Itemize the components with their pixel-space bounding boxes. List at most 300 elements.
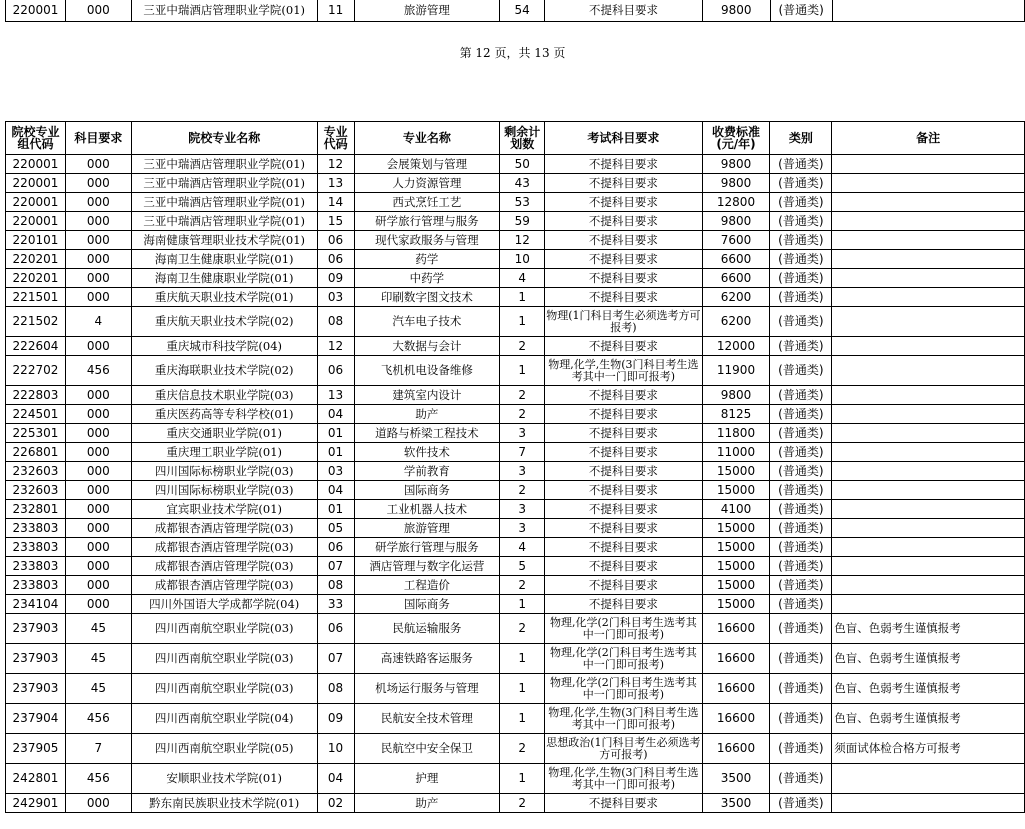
cell-remark <box>832 462 1025 481</box>
cell-major-code: 08 <box>317 307 354 337</box>
cell-major-code: 12 <box>317 155 354 174</box>
cell-group-code: 220001 <box>6 212 66 231</box>
cell-major-code: 04 <box>317 405 354 424</box>
cell-tuition: 6600 <box>702 269 770 288</box>
cell-remaining-plan: 1 <box>500 764 545 794</box>
cell-major-code: 01 <box>317 443 354 462</box>
header-major-name: 专业名称 <box>354 122 500 155</box>
cell-group-code: 242801 <box>6 764 66 794</box>
cell-exam-req: 不提科目要求 <box>545 155 702 174</box>
cell-remaining-plan: 2 <box>500 405 545 424</box>
cell-major-code: 13 <box>317 386 354 405</box>
cell-subject-req: 000 <box>65 538 131 557</box>
cell-remaining-plan: 12 <box>500 231 545 250</box>
cell-remaining-plan: 1 <box>500 704 545 734</box>
cell-major-name: 民航安全技术管理 <box>354 704 500 734</box>
cell-tuition: 15000 <box>702 462 770 481</box>
cell-subject-req: 000 <box>65 174 131 193</box>
cell-tuition: 12000 <box>702 337 770 356</box>
cell-remaining-plan: 2 <box>500 337 545 356</box>
cell-remark <box>832 538 1025 557</box>
cell-exam-req: 物理(1门科目考生必须选考方可报考) <box>545 307 702 337</box>
cell-category: (普通类) <box>770 595 832 614</box>
cell-exam-req: 不提科目要求 <box>545 174 702 193</box>
cell-school-name: 海南卫生健康职业学院(01) <box>131 250 317 269</box>
cell-category: (普通类) <box>770 424 832 443</box>
table-row <box>6 557 1025 576</box>
cell-tuition: 3500 <box>702 764 770 794</box>
cell-remark: 须面试体检合格方可报考 <box>832 734 1025 764</box>
cell-category: (普通类) <box>770 405 832 424</box>
cell-exam-req: 不提科目要求 <box>545 519 702 538</box>
cell-tuition: 15000 <box>702 481 770 500</box>
cell-exam-req: 不提科目要求 <box>545 576 702 595</box>
cell-category: (普通类) <box>770 576 832 595</box>
cell-subject-req: 000 <box>65 462 131 481</box>
cell-group-code: 222604 <box>6 337 66 356</box>
cell-subject-req: 000 <box>65 405 131 424</box>
cell-remaining-plan: 4 <box>500 538 545 557</box>
cell-remark <box>832 595 1025 614</box>
cell-remark <box>832 212 1025 231</box>
cell-subject-req: 456 <box>65 764 131 794</box>
cell-major-name: 飞机机电设备维修 <box>354 356 500 386</box>
cell-group-code: 233803 <box>6 576 66 595</box>
table-row <box>6 386 1025 405</box>
cell-category: (普通类) <box>770 557 832 576</box>
cell-group-code: 237903 <box>6 614 66 644</box>
table-row <box>6 269 1025 288</box>
cell-remaining-plan: 2 <box>500 614 545 644</box>
admission-plan-table <box>5 121 1025 813</box>
cell-category: (普通类) <box>770 288 832 307</box>
cell-major-code: 06 <box>317 538 354 557</box>
cell-group-code: 237905 <box>6 734 66 764</box>
cell-remaining-plan: 3 <box>500 500 545 519</box>
table-row <box>6 764 1025 794</box>
cell-exam-req: 不提科目要求 <box>545 462 702 481</box>
cell-subject-req: 000 <box>65 288 131 307</box>
cell-major-code: 03 <box>317 288 354 307</box>
cell-group-code: 220001 <box>6 0 66 22</box>
cell-group-code: 242901 <box>6 794 66 813</box>
cell-major-code: 01 <box>317 500 354 519</box>
cell-subject-req: 000 <box>65 212 131 231</box>
cell-school-name: 安顺职业技术学院(01) <box>131 764 317 794</box>
cell-group-code: 237904 <box>6 704 66 734</box>
cell-school-name: 重庆海联职业技术学院(02) <box>131 356 317 386</box>
cell-exam-req: 不提科目要求 <box>545 595 702 614</box>
cell-major-code: 10 <box>317 734 354 764</box>
cell-group-code: 234104 <box>6 595 66 614</box>
cell-remaining-plan: 3 <box>500 462 545 481</box>
cell-school-name: 三亚中瑞酒店管理职业学院(01) <box>131 174 317 193</box>
cell-category: (普通类) <box>770 269 832 288</box>
cell-category: (普通类) <box>770 0 832 22</box>
cell-subject-req: 000 <box>65 424 131 443</box>
cell-exam-req: 不提科目要求 <box>545 212 702 231</box>
cell-remark <box>832 0 1024 22</box>
cell-group-code: 220101 <box>6 231 66 250</box>
cell-remark <box>832 443 1025 462</box>
cell-category: (普通类) <box>770 764 832 794</box>
cell-tuition: 9800 <box>702 0 770 22</box>
table-row <box>6 614 1025 644</box>
cell-group-code: 221501 <box>6 288 66 307</box>
cell-tuition: 11800 <box>702 424 770 443</box>
cell-subject-req: 000 <box>65 155 131 174</box>
cell-major-name: 大数据与会计 <box>354 337 500 356</box>
cell-major-name: 现代家政服务与管理 <box>354 231 500 250</box>
cell-exam-req: 物理,化学,生物(3门科目考生选考其中一门即可报考) <box>545 704 702 734</box>
cell-school-name: 重庆航天职业技术学院(01) <box>131 288 317 307</box>
cell-exam-req: 不提科目要求 <box>545 269 702 288</box>
table-row <box>6 231 1025 250</box>
table-row <box>6 307 1025 337</box>
cell-major-name: 西式烹饪工艺 <box>354 193 500 212</box>
cell-major-code: 15 <box>317 212 354 231</box>
cell-remaining-plan: 43 <box>500 174 545 193</box>
cell-tuition: 11900 <box>702 356 770 386</box>
cell-exam-req: 不提科目要求 <box>545 443 702 462</box>
cell-subject-req: 000 <box>65 595 131 614</box>
cell-group-code: 237903 <box>6 674 66 704</box>
cell-remaining-plan: 3 <box>500 424 545 443</box>
cell-major-name: 工程造价 <box>354 576 500 595</box>
cell-exam-req: 不提科目要求 <box>545 538 702 557</box>
cell-major-code: 04 <box>317 764 354 794</box>
cell-group-code: 220201 <box>6 250 66 269</box>
header-exam-req: 考试科目要求 <box>545 122 702 155</box>
cell-category: (普通类) <box>770 481 832 500</box>
table-row <box>6 193 1025 212</box>
cell-remaining-plan: 50 <box>500 155 545 174</box>
cell-school-name: 黔东南民族职业技术学院(01) <box>131 794 317 813</box>
table-row <box>6 174 1025 193</box>
cell-tuition: 9800 <box>702 174 770 193</box>
cell-remaining-plan: 7 <box>500 443 545 462</box>
cell-tuition: 16600 <box>702 704 770 734</box>
cell-remaining-plan: 2 <box>500 794 545 813</box>
cell-remaining-plan: 2 <box>500 481 545 500</box>
cell-major-name: 会展策划与管理 <box>354 155 500 174</box>
header-category: 类别 <box>770 122 832 155</box>
cell-major-code: 01 <box>317 424 354 443</box>
cell-group-code: 232603 <box>6 462 66 481</box>
cell-remark <box>832 307 1025 337</box>
cell-remaining-plan: 2 <box>500 386 545 405</box>
cell-tuition: 6200 <box>702 307 770 337</box>
table-row <box>6 212 1025 231</box>
cell-remark <box>832 405 1025 424</box>
cell-subject-req: 000 <box>65 576 131 595</box>
cell-tuition: 15000 <box>702 557 770 576</box>
cell-tuition: 11000 <box>702 443 770 462</box>
cell-major-code: 02 <box>317 794 354 813</box>
cell-school-name: 成都银杏酒店管理学院(03) <box>131 557 317 576</box>
cell-school-name: 四川西南航空职业学院(03) <box>131 644 317 674</box>
cell-major-name: 汽车电子技术 <box>354 307 500 337</box>
cell-group-code: 220001 <box>6 193 66 212</box>
cell-group-code: 224501 <box>6 405 66 424</box>
cell-remark: 色盲、色弱考生谨慎报考 <box>832 674 1025 704</box>
cell-major-code: 14 <box>317 193 354 212</box>
cell-subject-req: 000 <box>65 250 131 269</box>
cell-remaining-plan: 2 <box>500 734 545 764</box>
cell-major-name: 高速铁路客运服务 <box>354 644 500 674</box>
cell-tuition: 6200 <box>702 288 770 307</box>
cell-subject-req: 000 <box>65 337 131 356</box>
cell-major-code: 08 <box>317 674 354 704</box>
cell-subject-req: 456 <box>65 356 131 386</box>
cell-group-code: 220201 <box>6 269 66 288</box>
cell-major-name: 民航空中安全保卫 <box>354 734 500 764</box>
table-row <box>6 462 1025 481</box>
table-row <box>6 0 1025 22</box>
cell-exam-req: 不提科目要求 <box>545 481 702 500</box>
cell-group-code: 222803 <box>6 386 66 405</box>
cell-category: (普通类) <box>770 193 832 212</box>
cell-tuition: 16600 <box>702 734 770 764</box>
cell-category: (普通类) <box>770 614 832 644</box>
cell-remark <box>832 356 1025 386</box>
cell-remark <box>832 424 1025 443</box>
table-row <box>6 538 1025 557</box>
cell-subject-req: 000 <box>65 443 131 462</box>
cell-subject-req: 45 <box>65 644 131 674</box>
cell-remaining-plan: 1 <box>500 356 545 386</box>
header-major-code: 专业代码 <box>317 122 354 155</box>
cell-major-code: 07 <box>317 644 354 674</box>
cell-group-code: 232603 <box>6 481 66 500</box>
cell-remaining-plan: 3 <box>500 519 545 538</box>
cell-major-code: 06 <box>317 231 354 250</box>
cell-school-name: 海南卫生健康职业学院(01) <box>131 269 317 288</box>
table-row <box>6 674 1025 704</box>
cell-category: (普通类) <box>770 519 832 538</box>
cell-exam-req: 思想政治(1门科目考生必须选考方可报考) <box>545 734 702 764</box>
cell-remaining-plan: 1 <box>500 674 545 704</box>
cell-exam-req: 物理,化学(2门科目考生选考其中一门即可报考) <box>545 614 702 644</box>
cell-remark <box>832 764 1025 794</box>
cell-tuition: 16600 <box>702 674 770 704</box>
cell-major-code: 12 <box>317 337 354 356</box>
cell-category: (普通类) <box>770 644 832 674</box>
table-row <box>6 644 1025 674</box>
cell-group-code: 226801 <box>6 443 66 462</box>
cell-major-name: 建筑室内设计 <box>354 386 500 405</box>
cell-exam-req: 不提科目要求 <box>545 500 702 519</box>
cell-remaining-plan: 4 <box>500 269 545 288</box>
cell-remark <box>832 337 1025 356</box>
cell-tuition: 12800 <box>702 193 770 212</box>
cell-school-name: 三亚中瑞酒店管理职业学院(01) <box>131 155 317 174</box>
cell-exam-req: 物理,化学(2门科目考生选考其中一门即可报考) <box>545 674 702 704</box>
cell-remark <box>832 557 1025 576</box>
cell-tuition: 15000 <box>702 538 770 557</box>
cell-major-name: 旅游管理 <box>354 519 500 538</box>
cell-remark: 色盲、色弱考生谨慎报考 <box>832 704 1025 734</box>
cell-remark <box>832 519 1025 538</box>
cell-group-code: 220001 <box>6 174 66 193</box>
cell-major-name: 助产 <box>354 794 500 813</box>
cell-school-name: 重庆交通职业学院(01) <box>131 424 317 443</box>
header-group-code: 院校专业组代码 <box>6 122 66 155</box>
table-row <box>6 443 1025 462</box>
cell-subject-req: 000 <box>65 0 131 22</box>
table-header-row <box>6 122 1025 155</box>
table-row <box>6 424 1025 443</box>
cell-category: (普通类) <box>770 174 832 193</box>
cell-subject-req: 45 <box>65 674 131 704</box>
cell-group-code: 225301 <box>6 424 66 443</box>
header-remark: 备注 <box>832 122 1025 155</box>
cell-major-code: 03 <box>317 462 354 481</box>
cell-major-name: 护理 <box>354 764 500 794</box>
cell-major-name: 助产 <box>354 405 500 424</box>
cell-major-code: 06 <box>317 250 354 269</box>
cell-category: (普通类) <box>770 231 832 250</box>
table-row <box>6 250 1025 269</box>
cell-group-code: 220001 <box>6 155 66 174</box>
cell-tuition: 9800 <box>702 212 770 231</box>
cell-major-code: 05 <box>317 519 354 538</box>
cell-major-code: 08 <box>317 576 354 595</box>
cell-subject-req: 7 <box>65 734 131 764</box>
table-row <box>6 405 1025 424</box>
cell-subject-req: 000 <box>65 231 131 250</box>
table-row <box>6 576 1025 595</box>
table-row <box>6 155 1025 174</box>
cell-remaining-plan: 1 <box>500 595 545 614</box>
cell-school-name: 四川国际标榜职业学院(03) <box>131 481 317 500</box>
cell-remark <box>832 231 1025 250</box>
cell-school-name: 海南健康管理职业技术学院(01) <box>131 231 317 250</box>
cell-major-code: 33 <box>317 595 354 614</box>
cell-major-name: 国际商务 <box>354 481 500 500</box>
cell-major-name: 药学 <box>354 250 500 269</box>
cell-major-code: 13 <box>317 174 354 193</box>
cell-major-name: 学前教育 <box>354 462 500 481</box>
cell-remark <box>832 269 1025 288</box>
cell-tuition: 6600 <box>702 250 770 269</box>
cell-subject-req: 000 <box>65 557 131 576</box>
cell-subject-req: 000 <box>65 481 131 500</box>
cell-school-name: 四川西南航空职业学院(04) <box>131 704 317 734</box>
table-row <box>6 794 1025 813</box>
cell-remaining-plan: 1 <box>500 307 545 337</box>
cell-category: (普通类) <box>770 443 832 462</box>
cell-category: (普通类) <box>770 538 832 557</box>
cell-remark <box>832 193 1025 212</box>
cell-school-name: 宜宾职业技术学院(01) <box>131 500 317 519</box>
cell-tuition: 3500 <box>702 794 770 813</box>
cell-subject-req: 000 <box>65 500 131 519</box>
cell-tuition: 15000 <box>702 595 770 614</box>
cell-remark <box>832 288 1025 307</box>
cell-major-name: 人力资源管理 <box>354 174 500 193</box>
cell-category: (普通类) <box>770 307 832 337</box>
cell-major-name: 印刷数字图文技术 <box>354 288 500 307</box>
cell-remaining-plan: 1 <box>500 288 545 307</box>
cell-exam-req: 不提科目要求 <box>545 794 702 813</box>
cell-major-name: 道路与桥梁工程技术 <box>354 424 500 443</box>
cell-school-name: 重庆理工职业学院(01) <box>131 443 317 462</box>
cell-exam-req: 不提科目要求 <box>545 424 702 443</box>
table-row <box>6 337 1025 356</box>
cell-exam-req: 不提科目要求 <box>545 0 703 22</box>
header-school-name: 院校专业名称 <box>131 122 317 155</box>
previous-page-table <box>5 0 1025 22</box>
table-row <box>6 595 1025 614</box>
table-row <box>6 356 1025 386</box>
cell-exam-req: 不提科目要求 <box>545 557 702 576</box>
cell-category: (普通类) <box>770 356 832 386</box>
cell-tuition: 8125 <box>702 405 770 424</box>
cell-exam-req: 不提科目要求 <box>545 386 702 405</box>
table-row <box>6 481 1025 500</box>
cell-remaining-plan: 53 <box>500 193 545 212</box>
cell-tuition: 4100 <box>702 500 770 519</box>
cell-major-name: 机场运行服务与管理 <box>354 674 500 704</box>
cell-exam-req: 不提科目要求 <box>545 193 702 212</box>
cell-category: (普通类) <box>770 212 832 231</box>
cell-exam-req: 不提科目要求 <box>545 288 702 307</box>
cell-remaining-plan: 1 <box>500 644 545 674</box>
cell-major-code: 11 <box>317 0 354 22</box>
cell-major-name: 旅游管理 <box>354 0 500 22</box>
cell-group-code: 233803 <box>6 519 66 538</box>
cell-remark <box>832 174 1025 193</box>
cell-school-name: 四川外国语大学成都学院(04) <box>131 595 317 614</box>
cell-exam-req: 物理,化学(2门科目考生选考其中一门即可报考) <box>545 644 702 674</box>
cell-category: (普通类) <box>770 500 832 519</box>
table-row <box>6 704 1025 734</box>
cell-category: (普通类) <box>770 674 832 704</box>
cell-remark <box>832 794 1025 813</box>
cell-subject-req: 4 <box>65 307 131 337</box>
cell-major-name: 民航运输服务 <box>354 614 500 644</box>
page-number: 第 12 页，共 13 页 <box>459 46 566 60</box>
cell-group-code: 232801 <box>6 500 66 519</box>
cell-remaining-plan: 5 <box>500 557 545 576</box>
table-row <box>6 734 1025 764</box>
cell-major-name: 研学旅行管理与服务 <box>354 212 500 231</box>
cell-school-name: 三亚中瑞酒店管理职业学院(01) <box>131 193 317 212</box>
cell-major-name: 研学旅行管理与服务 <box>354 538 500 557</box>
cell-remark <box>832 155 1025 174</box>
cell-school-name: 成都银杏酒店管理学院(03) <box>131 538 317 557</box>
cell-school-name: 四川西南航空职业学院(03) <box>131 614 317 644</box>
cell-major-name: 酒店管理与数字化运营 <box>354 557 500 576</box>
cell-major-name: 国际商务 <box>354 595 500 614</box>
cell-major-name: 软件技术 <box>354 443 500 462</box>
cell-school-name: 三亚中瑞酒店管理职业学院(01) <box>131 212 317 231</box>
cell-tuition: 7600 <box>702 231 770 250</box>
cell-school-name: 重庆信息技术职业学院(03) <box>131 386 317 405</box>
cell-exam-req: 不提科目要求 <box>545 231 702 250</box>
table-row <box>6 500 1025 519</box>
cell-remaining-plan: 10 <box>500 250 545 269</box>
cell-school-name: 重庆城市科技学院(04) <box>131 337 317 356</box>
cell-major-name: 中药学 <box>354 269 500 288</box>
cell-major-code: 09 <box>317 704 354 734</box>
cell-category: (普通类) <box>770 337 832 356</box>
cell-exam-req: 物理,化学,生物(3门科目考生选考其中一门即可报考) <box>545 764 702 794</box>
cell-category: (普通类) <box>770 250 832 269</box>
cell-category: (普通类) <box>770 704 832 734</box>
cell-category: (普通类) <box>770 386 832 405</box>
